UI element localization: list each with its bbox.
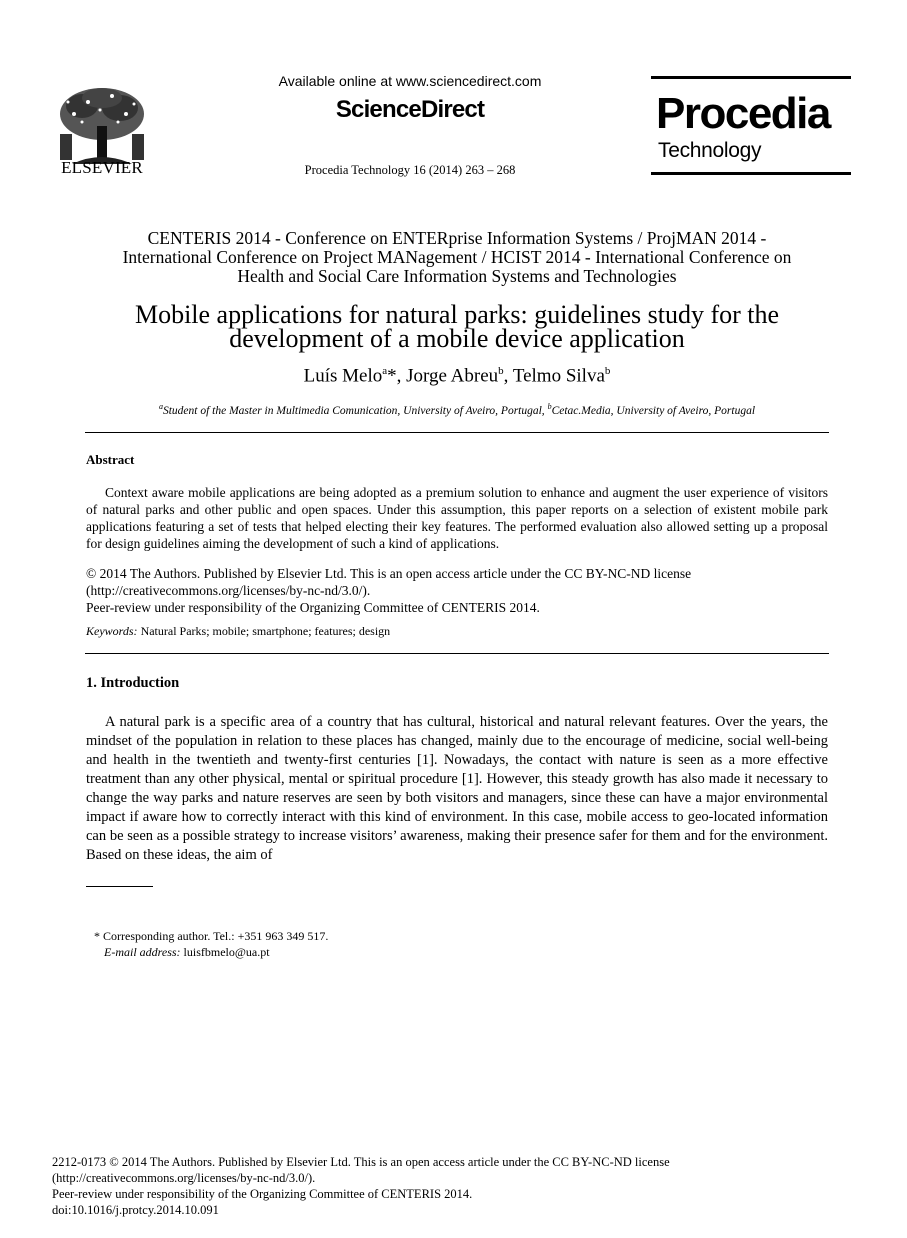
affiliation-text: Cetac.Media, University of Aveiro, Portugal [551, 404, 756, 417]
doi[interactable]: doi:10.1016/j.protcy.2014.10.091 [52, 1203, 219, 1217]
affiliations [60, 402, 854, 417]
section-divider [85, 653, 829, 654]
copyright-block [86, 565, 828, 616]
procedia-top-rule [651, 76, 851, 79]
footer-peer-review: Peer-review under responsibility of the Organizing Committee of CENTERIS 2014. [52, 1187, 473, 1201]
affiliation-mark: b [547, 402, 552, 411]
journal-reference: Procedia Technology 16 (2014) 263 – 268 [304, 163, 516, 177]
author-name: Telmo Silva [512, 365, 605, 387]
title-line: development of a mobile device application [229, 324, 685, 353]
author-name: Jorge Abreu [406, 365, 499, 387]
author-name: Luís Melo [303, 365, 383, 387]
abstract-heading: Abstract [86, 452, 135, 467]
author-affiliation-mark: b [498, 365, 504, 377]
issn-line: 2212-0173 © 2014 The Authors. Published by Elsevier Ltd. This is an open access article under the CC BY-NC-ND license [52, 1155, 670, 1169]
footnote [94, 928, 328, 960]
available-online-line: Available online at www.sciencedirect.com [278, 73, 542, 89]
introduction-heading: 1. Introduction [86, 675, 180, 691]
conference-line: CENTERIS 2014 - Conference on ENTERprise Information Systems / ProjMAN 2014 - [147, 228, 767, 248]
email-address[interactable]: luisfbmelo@ua.pt [183, 945, 270, 959]
conference-line: Health and Social Care Information Systems and Technologies [237, 266, 677, 286]
peer-review-line: Peer-review under responsibility of the Organizing Committee of CENTERIS 2014. [86, 600, 540, 615]
abstract-body: Context aware mobile applications are being adopted as a premium solution to enhance and augment the user experience of visitors of natural parks and other public and open spaces. Under this assumption, this paper reports on a selection of existent mobile park applications featuring a set of tests that helped electing their key features. The performed evaluation also allowed setting up a proposal for design guidelines aiming the development of such a kind of applications. [86, 485, 828, 551]
conference-name [60, 229, 854, 286]
introduction-body: A natural park is a specific area of a country that has cultural, historical and natural relevant features. Over the years, the mindset of the population in relation to these places has changed, mainly due to the encourage of medicine, social well-being and health in the twentieth and twenty-first centuries [1]. Nowadays, the contact with nature is seen as a more effective treatment than any other physical, mental or spiritual procedure [1]. However, this steady growth has also made it necessary to change the way parks and nature reserves are seen by both visitors and managers, since these can have a major environmental impact if aware how to correctly interact with this kind of environment. In this case, mobile access to geo-located information can be seen as a possible strategy to increase visitors’ awareness, making their presence safer for them and for the environment. Based on these ideas, the aim of [86, 714, 828, 863]
title-line: Mobile applications for natural parks: guidelines study for the [134, 300, 780, 329]
procedia-bottom-rule [651, 172, 851, 175]
section-divider [85, 432, 829, 433]
affiliation-mark: a [158, 402, 163, 411]
paper-title [60, 300, 854, 353]
author-list: Luís Melo$^a$*, Jorge Abreu$^b$, Telmo Silva$^b$ [303, 365, 611, 387]
email-line [94, 944, 328, 960]
footer-license-link[interactable]: (http://creativecommons.org/licenses/by-nc-nd/3.0/). [52, 1171, 316, 1185]
copyright-line: © 2014 The Authors. Published by Elsevier Ltd. This is an open access article under the CC BY-NC-ND license [86, 566, 692, 581]
footnote-rule [86, 886, 153, 887]
keywords-label: Keywords: [86, 624, 138, 638]
procedia-subtitle: Technology [658, 139, 762, 162]
elsevier-wordmark: ELSEVIER [61, 158, 143, 177]
conference-line: International Conference on Project MANagement / HCIST 2014 - International Conference on [122, 247, 792, 267]
publication-footer [52, 1154, 852, 1218]
procedia-logo-text: Procedia [656, 89, 830, 138]
keywords-line [86, 624, 828, 639]
keywords-list: Natural Parks; mobile; smartphone; features; design [140, 624, 391, 638]
email-label: E-mail address: [104, 945, 181, 959]
sciencedirect-logo-text: ScienceDirect [335, 96, 485, 123]
corresponding-mark: * [387, 365, 397, 387]
author-affiliation-mark: a [382, 365, 388, 377]
corresponding-author-note: * Corresponding author. Tel.: +351 963 349 517. [94, 929, 329, 943]
author-affiliation-mark: b [604, 365, 611, 377]
affiliation-text: Student of the Master in Multimedia Comunication, University of Aveiro, Portugal, [162, 404, 548, 417]
license-link[interactable]: (http://creativecommons.org/licenses/by-nc-nd/3.0/). [86, 583, 371, 598]
